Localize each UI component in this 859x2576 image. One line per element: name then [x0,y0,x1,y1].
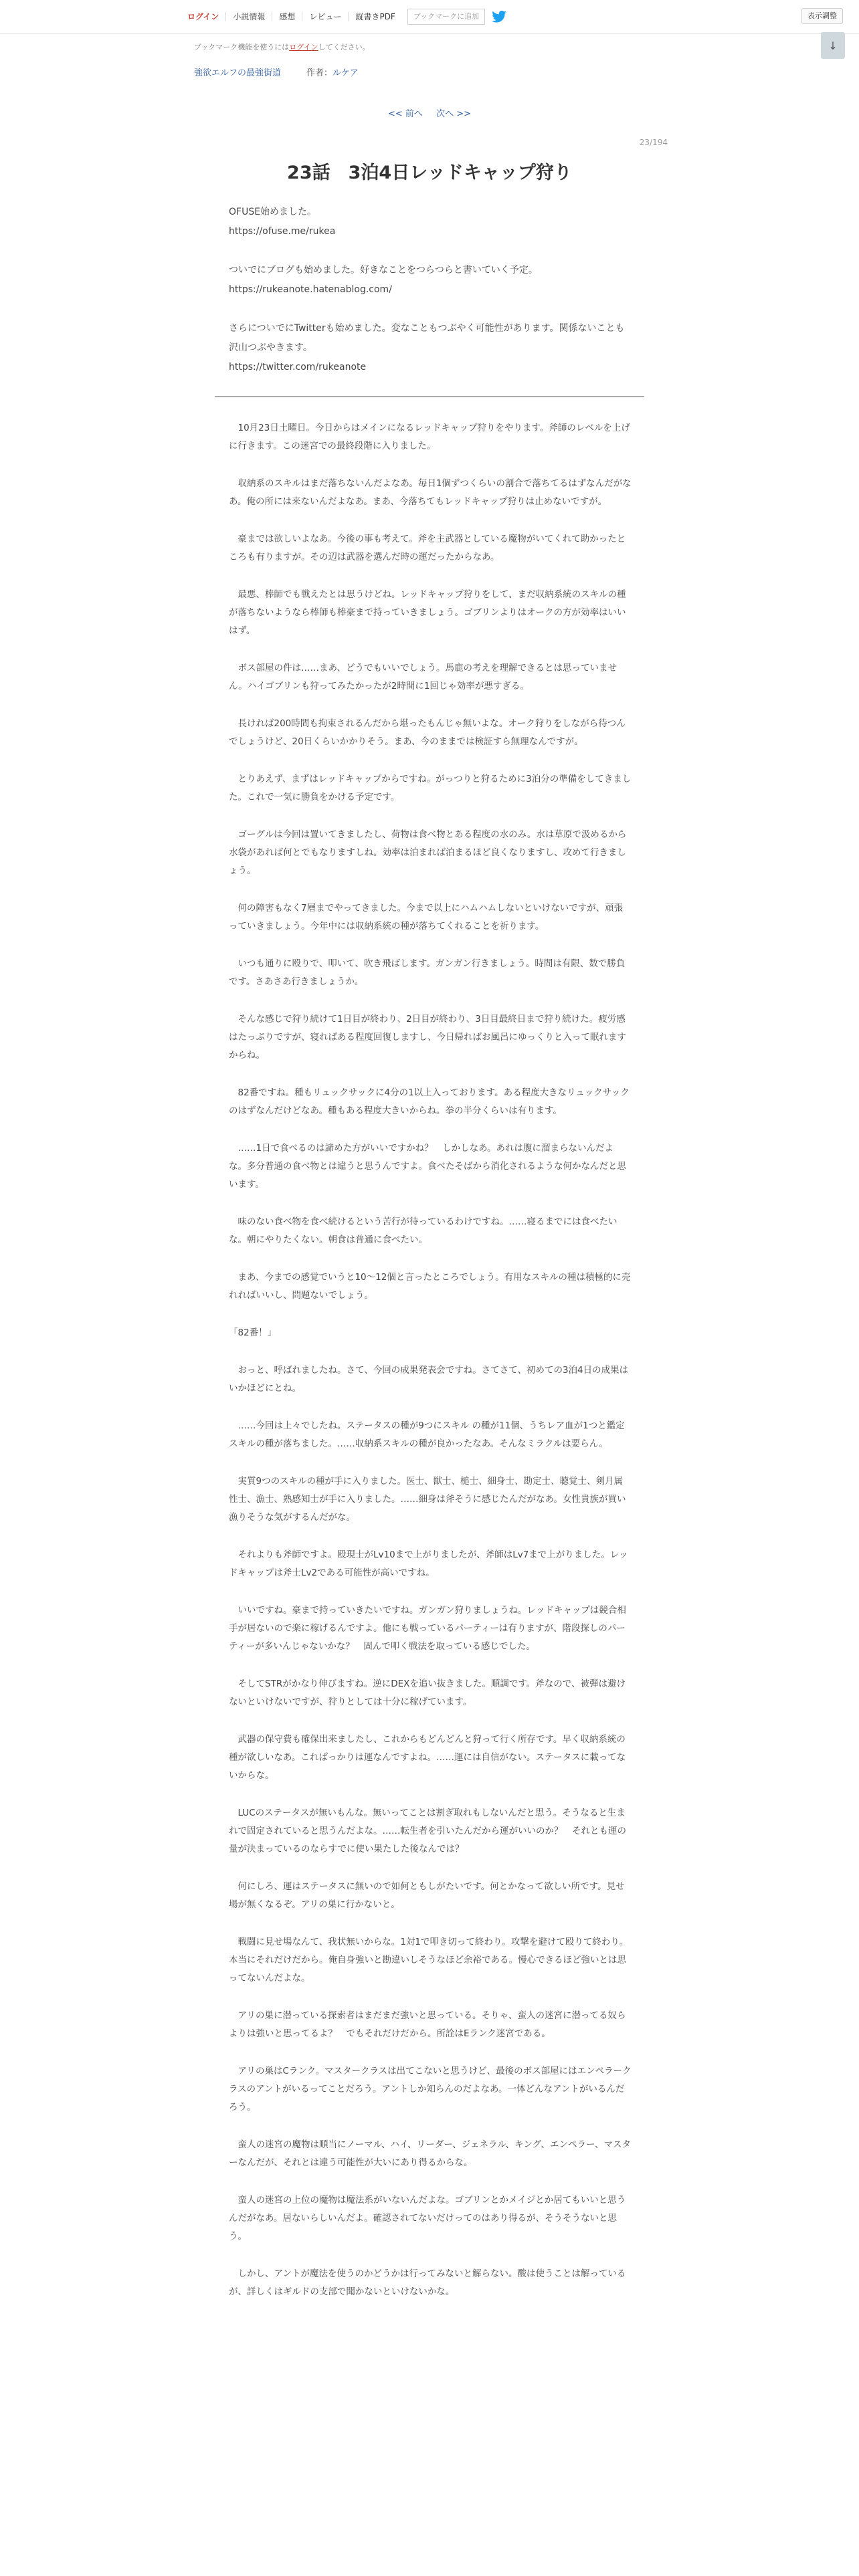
body-paragraph: 長ければ200時間も拘束されるんだから堪ったもんじゃ無いよな。オーク狩りをしながら待つんでしょうけど、20日くらいかかりそう。まあ、今のままでは検証すら無理なんですが。 [229,718,626,747]
preface-gap [229,300,632,319]
scroll-down-icon[interactable]: ↓ [821,32,845,59]
body-paragraph: まあ、今までの感覚でいうと10～12個と言ったところでしょう。有用なスキルの種は積極的に売れればいいし、問題ないでしょう。 [229,1272,631,1301]
body-paragraph: 豪までは欲しいよなあ。今後の事も考えて。斧を主武器としている魔物がいてくれて助かったところも有りますが。その辺は武器を選んだ時の運だったからなあ。 [229,534,626,562]
body-paragraph: 実質9つのスキルの種が手に入りました。医士、獣士、槌士、細身士、勘定士、聴覚士、剣月属性士、漁士、熟感知士が手に入りました。……細身は斧そうに感じたんだがなあ。女性貴族が買い漁りそうな気がするんだがな。 [229,1476,626,1523]
body-paragraph: 何の障害もなく7層までやってきました。今まで以上にハムハムしないといけないですが、頑張っていきましょう。今年中には収納系統の種が落ちてくれることを祈ります。 [229,903,624,932]
chapter-title: 23話 3泊4日レッドキャップ狩り [287,163,572,183]
series-title-link[interactable]: 強欲エルフの最強街道 [194,68,282,78]
body-paragraph: 「82番！」 [229,1327,277,1338]
novel-info-link[interactable]: 小説情報 [226,12,272,21]
info-prefix: ブックマーク機能を使うには [194,43,290,51]
preface-line: さらについでにTwitterも始めました。変なこともつぶやく可能性があります。関係ないことも沢山つぶやきます。 [229,323,625,353]
review-link[interactable]: レビュー [302,12,349,21]
display-settings-button[interactable]: 表示調整 [801,8,843,24]
body-paragraph: アリの巣に潜っている探索者はまだまだ強いと思っている。そりゃ、蛮人の迷宮に潜ってる奴らよりは強いと思ってるよ？ でもそれだけだから。所詮はEランク迷宮である。 [229,2010,626,2039]
login-link[interactable]: ログイン [182,12,226,21]
prev-chapter-link[interactable]: << 前へ [388,109,423,119]
body-paragraph: そしてSTRがかなり伸びますね。逆にDEXを追い抜きました。順調です。斧なので、被弾は避けないといけないですが、狩りとしては十分に稼げています。 [229,1679,626,1707]
preface-line[interactable]: https://twitter.com/rukeanote [229,362,367,372]
chapter-pager [0,106,859,119]
page-count: 23/194 [639,138,668,147]
preface-line: OFUSE始めました。 [229,207,317,217]
top-nav [182,6,506,27]
info-login-link[interactable]: ログイン [289,43,318,51]
body-paragraph: しかし、アントが魔法を使うのかどうかは行ってみないと解らない。酸は使うことは解っているが、詳しくはギルドの支部で聞かないといけないかな。 [229,2268,626,2297]
body-paragraph: いいですね。豪まで持っていきたいですね。ガンガン狩りましょうね。レッドキャップは競合相手が居ないので楽に稼げるんですよ。他にも戦っているパーティーは有りますが、階段探しのパーティーが多いんじゃないかな？ 固んで叩く戦法を取っている感じでした。 [229,1605,626,1652]
impressions-link[interactable]: 感想 [272,12,302,21]
chapter-body [229,419,632,2321]
body-paragraph: 戦闘に見せ場なんて、我状無いからな。1対1で叩き切って終わり。攻撃を避けて殴りて終わり。本当にそれだけだから。俺自身強いと勘違いしそうなほど余裕である。慢心できるほど強いとは思ってないんだよな。 [229,1937,629,1983]
body-paragraph: 何にしろ、運はステータスに無いので如何ともしがたいです。何とかなって欲しい所です。見せ場が無くなるぞ。アリの巣に行かないと。 [229,1881,625,1910]
body-paragraph: LUCのステータスが無いもんな。無いってことは割ぎ取れもしないんだと思う。そうなると生まれで固定されていると思うんだよな。……転生者を引いたんだから運がいいのか？ それとも運の量が決まっているのならすでに使い果たした後なんでは？ [229,1808,626,1854]
body-paragraph: そんな感じで狩り続けて1日目が終わり、2日目が終わり、3日目最終日まで狩り続けた。疲労感はたっぷりですが、寝ればある程度回復しますし、今日帰ればお風呂にゆっくりと入って眠れますからね。 [229,1014,626,1061]
vertical-pdf-link[interactable]: 縦書きPDF [355,12,395,21]
preface-gap [229,241,632,261]
body-paragraph: いつも通りに殴りで、叩いて、吹き飛ばします。ガンガン行きましょう。時間は有限、数で勝負です。さあさあ行きましょうか。 [229,958,626,987]
body-paragraph: ……1日で食べるのは諦めた方がいいですかね？ しかしなあ。あれは腹に溜まらないんだよな。多分普通の食べ物とは違うと思うんですよ。食べたそばから消化されるような何かなんだと思います。 [229,1143,626,1190]
body-paragraph: ボス部屋の件は……まあ、どうでもいいでしょう。馬鹿の考えを理解できるとは思っていません。ハイゴブリンも狩ってみたかったが2時間に1回じゃ効率が悪すぎる。 [229,663,617,691]
body-paragraph: 味のない食べ物を食べ続けるという苦行が待っているわけですね。……寝るまでには食べたいな。朝にやりたくない。朝食は普通に食べたい。 [229,1216,617,1245]
body-paragraph: とりあえず、まずはレッドキャップからですね。がっつりと狩るために3泊分の準備をしてきました。これで一気に勝負をかける予定です。 [229,774,632,802]
body-paragraph: 蛮人の迷宮の魔物は順当にノーマル、ハイ、リーダー、ジェネラル、キング、エンペラー、マスターなんだが、それとは違う可能性が大いにあり得るからな。 [229,2139,632,2168]
preface-line[interactable]: https://ofuse.me/rukea [229,226,336,237]
info-suffix: してください。 [318,43,370,51]
preface [229,203,632,377]
preface-line: ついでにブログも始めました。好きなことをつらつらと書いていく予定。 [229,265,538,276]
author [306,66,359,78]
top-header [0,0,859,34]
twitter-icon[interactable] [492,10,506,23]
body-paragraph: ……今回は上々でしたね。ステータスの種が9つにスキル の種が11個、うちレア血が1つと鑑定スキルの種が落ちました。……収納系スキルの種が良かったなあ。そんなミラクルは要らん。 [229,1420,625,1449]
bookmark-info [194,41,370,52]
next-chapter-link[interactable]: 次へ >> [436,109,471,119]
body-paragraph: それよりも斧師ですよ。殴現士がLv10まで上がりましたが、斧師はLv7まで上がりました。レッドキャップは斧士Lv2である可能性が高いですね。 [229,1549,628,1578]
body-paragraph: 82番ですね。種もリュックサックに4分の1以上入っております。ある程度大きなリュックサックのはずなんだけどなあ。種もある程度大きいからね。拳の半分くらいは有ります。 [229,1087,630,1116]
preface-line[interactable]: https://rukeanote.hatenablog.com/ [229,284,392,295]
author-name-link[interactable]: ルケア [332,68,359,78]
add-bookmark-button[interactable]: ブックマークに追加 [407,9,485,25]
body-paragraph: アリの巣はCランク。マスタークラスは出てこないと思うけど、最後のボス部屋にはエンペラークラスのアントがいるってことだろう。アントしか知らんのだよなあ。一体どんなアントがいるんだろう。 [229,2066,632,2113]
body-paragraph: おっと、呼ばれましたね。さて、今回の成果発表会ですね。さてさて、初めての3泊4日の成果はいかほどにとね。 [229,1365,629,1394]
body-paragraph: 収納系のスキルはまだ落ちないんだよなあ。毎日1個ずつくらいの割合で落ちてるはずなんだがなあ。俺の所には来ないんだよなあ。まあ、今落ちてもレッドキャップ狩りは止めないですが。 [229,478,632,507]
body-paragraph: 蛮人の迷宮の上位の魔物は魔法系がいないんだよな。ゴブリンとかメイジとか居てもいいと思うんだがなあ。居ないらしいんだよ。確認されてないだけってのはあり得るが、そうそうないと思う。 [229,2195,626,2242]
body-paragraph: 10月23日土曜日。今日からはメインになるレッドキャップ狩りをやります。斧師のレベルを上げに行きます。この迷宮での最終段階に入りました。 [229,423,630,451]
preface-divider [215,396,644,397]
body-paragraph: 最悪、棒師でも戦えたとは思うけどね。レッドキャップ狩りをして、まだ収納系統のスキルの種が落ちないようなら棒師も棒豪まで持っていきましょう。ゴブリンよりはオークの方が効率はいいはず。 [229,589,626,636]
body-paragraph: 武器の保守費も確保出来ましたし、これからもどんどんと狩って行く所存です。早く収納系統の種が欲しいなあ。これぱっかりは運なんですよね。……運には自信がない。ステータスに載ってないからな。 [229,1734,626,1781]
author-label: 作者： [306,68,333,78]
body-paragraph: ゴーグルは今回は置いてきましたし、荷物は食べ物とある程度の水のみ。水は草原で汲めるから水袋があれば何とでもなりますしね。効率は泊まれば泊まるほど良くなりますし、攻めて行きましょう。 [229,829,627,876]
